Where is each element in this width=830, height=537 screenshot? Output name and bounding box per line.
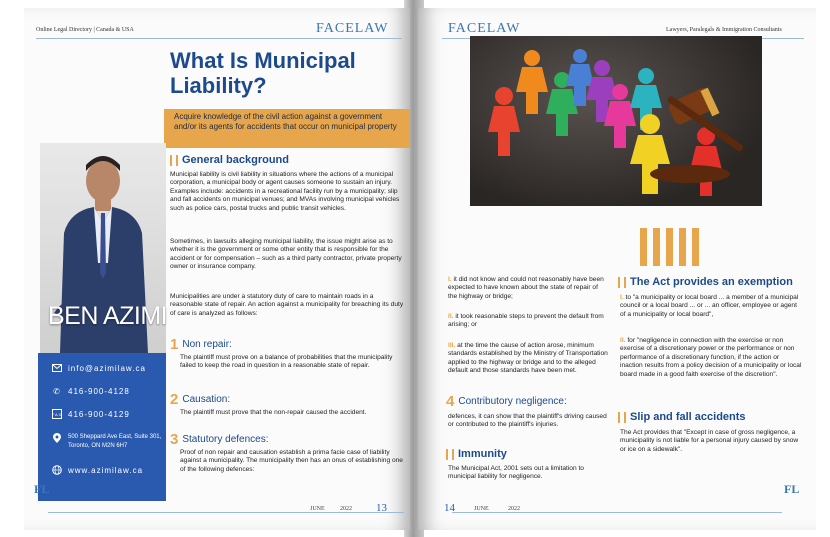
item-4-heading: 4 Contributory negligence: bbox=[446, 393, 567, 410]
defence-2: II. it took reasonable steps to prevent the default from arising; or bbox=[448, 313, 604, 329]
contact-phone2-row[interactable] bbox=[52, 409, 130, 419]
footer-rule-right bbox=[452, 512, 782, 513]
page-title: What Is Municipal Liability? bbox=[170, 48, 356, 98]
contact-address-line2: Toronto, ON M2N 6H7 bbox=[68, 443, 128, 449]
item-2-text: The plaintiff must prove that the non-repair caused the accident. bbox=[180, 409, 367, 416]
exemption-heading: The Act provides an exemption bbox=[618, 276, 793, 288]
item-3-heading: 3 Statutory defences: bbox=[170, 431, 269, 448]
right-page bbox=[418, 8, 816, 530]
slip-and-fall-heading: Slip and fall accidents bbox=[618, 411, 746, 423]
contact-phone2[interactable]: 416-900-4129 bbox=[68, 409, 130, 419]
footer-year-right: 2022 bbox=[508, 506, 520, 512]
contact-address-row bbox=[52, 433, 161, 451]
people-figures-gavel-icon bbox=[470, 36, 762, 206]
contact-web-row[interactable] bbox=[52, 465, 143, 475]
contact-phone1-row[interactable] bbox=[52, 386, 130, 396]
contact-phone1[interactable]: 416-900-4128 bbox=[68, 386, 130, 396]
immunity-text: The Municipal Act, 2001 sets out a limitation to municipal liability for negligence. bbox=[448, 465, 584, 481]
defence-3: III. at the time the cause of action arose, minimum standards established by the Ministry of Transportation applied to the highway or bridge and to the alleged default and those standards have been met. bbox=[448, 342, 608, 375]
general-paragraph-2: Sometimes, in lawsuits alleging municipal liability, the issue might arise as to whether it is the government or some other entity that is responsible for the accident or for compensation – such as a third party contractor, private property owner or insurance company. bbox=[170, 238, 402, 271]
contact-address-line1: 500 Sheppard Ave East, Suite 301, bbox=[68, 434, 162, 440]
phone-icon: ✆ bbox=[53, 386, 61, 396]
contact-email-row[interactable] bbox=[52, 363, 146, 373]
decorative-stripes bbox=[640, 228, 699, 266]
services-header: Lawyers, Paralegals & Immigration Consultants bbox=[666, 27, 782, 33]
defence-1: I. it did not know and could not reasonably have been expected to have known about the state of repair of the highway or bridge; bbox=[448, 276, 604, 300]
location-pin-icon bbox=[52, 433, 62, 443]
general-background-heading: General background bbox=[170, 154, 289, 166]
item-1-heading: 1 Non repair: bbox=[170, 336, 232, 353]
contact-website[interactable]: www.azimilaw.ca bbox=[68, 465, 144, 475]
general-paragraph-3: Municipalities are under a statutory duty of care to maintain roads in a reasonable state of repair. An action against a municipality for breaching its duty of care is analyzed as follows: bbox=[170, 293, 404, 317]
item-2-heading: 2 Causation: bbox=[170, 391, 231, 408]
page-number-left: 13 bbox=[376, 502, 387, 514]
footer-month-right: JUNE bbox=[474, 506, 489, 512]
slip-and-fall-text: The Act provides that "Except in case of gross negligence, a municipality is not liable for a personal injury caused by snow or ice on a sidewalk". bbox=[620, 429, 799, 453]
contact-panel bbox=[38, 353, 166, 501]
footer-month: JUNE bbox=[310, 506, 325, 512]
lawyer-name: BEN AZIMI bbox=[48, 302, 168, 330]
left-page bbox=[24, 8, 410, 530]
monogram-right: FL bbox=[784, 482, 800, 496]
item-1-text: The plaintiff must prove on a balance of probabilities that the municipality failed to keep the road in question in a reasonable state of repair. bbox=[180, 354, 393, 370]
hero-image bbox=[470, 36, 762, 206]
lead-text: Acquire knowledge of the civil action against a government and/or its agents for accidents that occur on municipal property bbox=[174, 112, 397, 131]
page-number-right: 14 bbox=[444, 502, 455, 514]
gavel bbox=[650, 86, 744, 183]
brand-logo: FACELAW bbox=[316, 21, 389, 36]
contact-email[interactable]: info@azimilaw.ca bbox=[68, 363, 146, 373]
footer-year: 2022 bbox=[340, 506, 352, 512]
globe-icon bbox=[52, 465, 62, 475]
mail-icon bbox=[52, 363, 62, 373]
exemption-1: I. to "a municipality or local board ... a member of a municipal council or a local board ... or ... an officer, employee or agent of a municipality or local board", bbox=[620, 294, 799, 318]
header-rule bbox=[36, 38, 402, 39]
item-4-text: defences, it can show that the plaintiff's driving caused or contributed to the plaintiff's injuries. bbox=[448, 413, 607, 429]
monogram-left: FL bbox=[34, 482, 50, 496]
exemption-2: II. for "negligence in connection with the exercise or non exercise of a discretionary power or the performance or non performance of a discretionary function, if the action or inaction results from a policy decision of a municipality or local board made in a good faith exercise of the discretion". bbox=[620, 337, 802, 378]
item-3-text: Proof of non repair and causation establish a prima facie case of liability against a municipality. The municipality then has an onus of establishing one of the following defences: bbox=[180, 449, 403, 473]
fax-icon: FAX bbox=[52, 409, 62, 419]
directory-header: Online Legal Directory | Canada & USA bbox=[36, 27, 134, 33]
brand-logo-right: FACELAW bbox=[448, 21, 521, 36]
general-paragraph-1: Municipal liability is civil liability in situations where the actions of a municipal corporation, a municipal body or agent causes someone to sustain an injury. Examples include: accidents in a recreational facility run by a municipality; slip and fall accidents on municipal venues; and MVAs involving municipal vehicles such as police cars, postal trucks and public transit vehicles. bbox=[170, 171, 400, 212]
footer-rule bbox=[48, 512, 404, 513]
immunity-heading: Immunity bbox=[446, 448, 507, 460]
